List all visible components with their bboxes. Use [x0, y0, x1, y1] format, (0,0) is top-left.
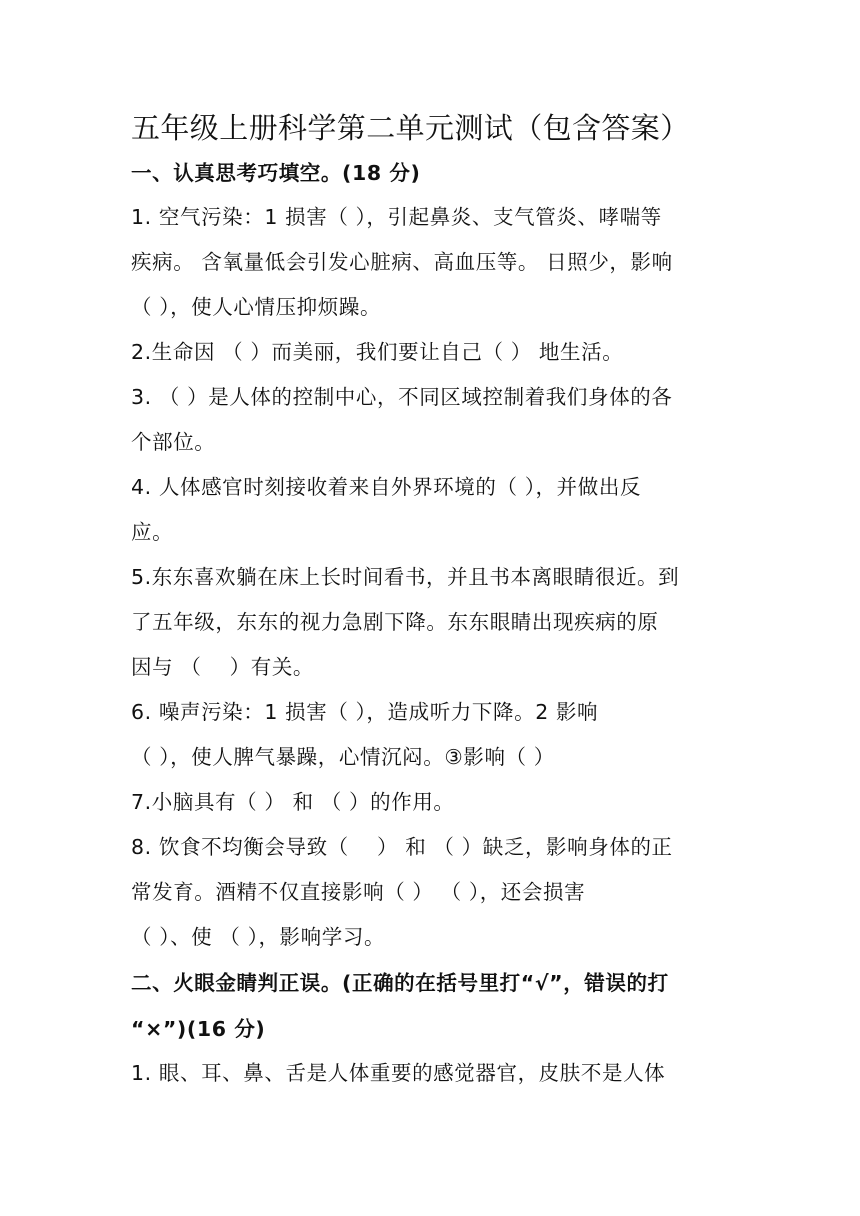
question-1-line-2: 疾病。 含氧量低会引发心脏病、高血压等。 日照少，影响 [131, 250, 673, 274]
question-7-line-1: 7.小脑具有（ ） 和 （ ）的作用。 [131, 790, 455, 814]
question-8-line-2: 常发育。酒精不仅直接影响（ ） （ ），还会损害 [131, 880, 586, 904]
question-8-line-1: 8. 饮食不均衡会导致（ ） 和 （ ）缺乏，影响身体的正 [131, 835, 673, 859]
question-3-line-2: 个部位。 [131, 430, 216, 454]
section2-heading-line-1: 二、火眼金睛判正误。(正确的在括号里打“√”，错误的打 [131, 971, 669, 995]
question-4-line-1: 4. 人体感官时刻接收着来自外界环境的（ ），并做出反 [131, 475, 642, 499]
question-5-line-3: 因与 （ ）有关。 [131, 655, 315, 679]
question-8-line-3: （ ）、使 （ ），影响学习。 [131, 925, 386, 949]
question-1-line-1: 1. 空气污染：1 损害（ ），引起鼻炎、支气管炎、哮喘等 [131, 205, 662, 229]
question-2-line-1: 2.生命因 （ ）而美丽，我们要让自己（ ） 地生活。 [131, 340, 624, 364]
judgement-1-line-1: 1. 眼、耳、鼻、舌是人体重要的感觉器官，皮肤不是人体 [131, 1061, 666, 1085]
question-1-line-3: （ ），使人心情压抑烦躁。 [131, 295, 382, 319]
question-3-line-1: 3. （ ）是人体的控制中心，不同区域控制着我们身体的各 [131, 385, 673, 409]
question-5-line-1: 5.东东喜欢躺在床上长时间看书，并且书本离眼睛很近。到 [131, 565, 680, 589]
document-title: 五年级上册科学第二单元测试（包含答案） [131, 111, 690, 145]
question-4-line-2: 应。 [131, 520, 174, 544]
question-6-line-2: （ ），使人脾气暴躁，心情沉闷。③影响（ ） [131, 745, 555, 769]
question-6-line-1: 6. 噪声污染：1 损害（ ），造成听力下降。2 影响 [131, 700, 599, 724]
section1-heading: 一、认真思考巧填空。(18 分) [131, 161, 421, 185]
question-5-line-2: 了五年级，东东的视力急剧下降。东东眼睛出现疾病的原 [131, 610, 659, 634]
section2-heading-line-2: “×”)(16 分) [131, 1017, 266, 1041]
